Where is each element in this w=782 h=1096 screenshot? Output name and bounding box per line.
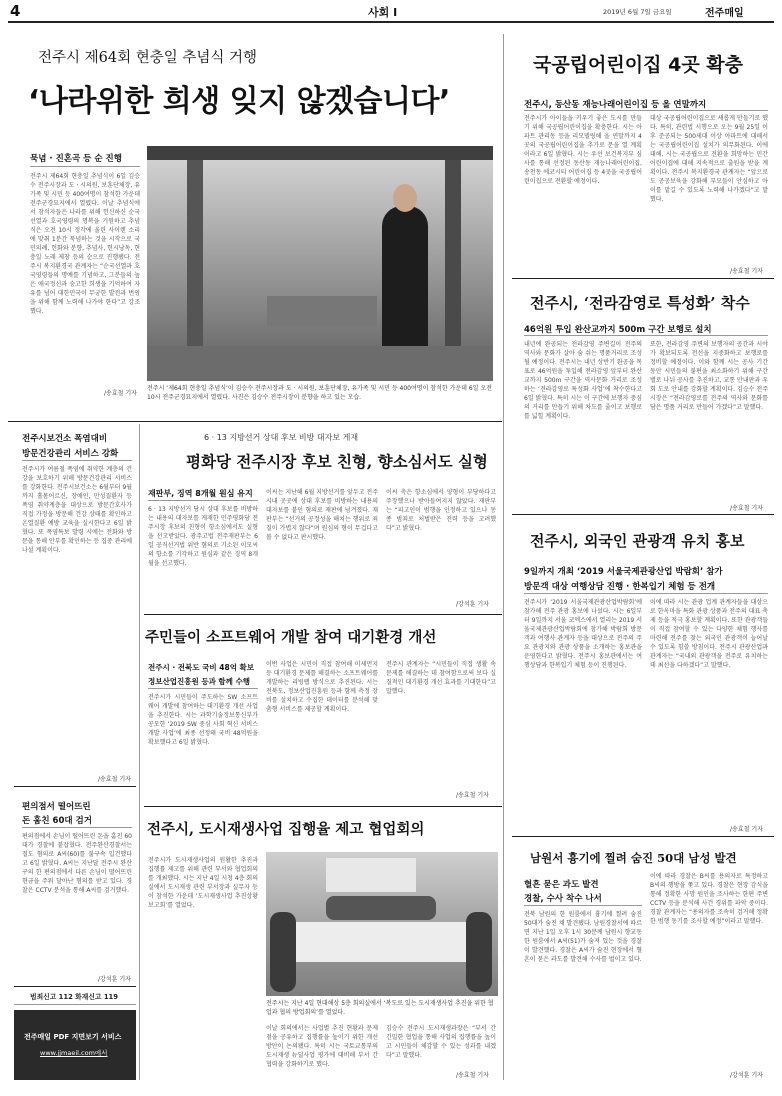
photo-roof: [147, 146, 493, 160]
tour-body-left: 전주시가 ‘2019 서울국제관광산업박람회’에 참가해 전주 관광 홍보에 나섰다. 시는 6일부터 9일까지 서울 코엑스에서 열리는 2019 서울국제관광산업박람회에 참가해 박람회 방문객과 여행사 관계자 등을 대상으로 전주의 주요 관광지와 관광 상품을 소개하는 홍보관을 운영한다고 밝혔다. 전주시 홍보관에서는 여행상담과 한복입기 체험 등이 진행된다.: [524, 599, 642, 669]
clinic-title: 전주시보건소 폭염대비: [22, 434, 108, 444]
memorial-ceremony-photo: [147, 146, 493, 381]
photo-person-head: [393, 184, 417, 212]
childcare-bottom-rule: [512, 278, 774, 279]
clinic-body: 전주시가 여름철 폭염에 취약한 계층의 건강을 보호하기 위해 방문건강관리 서비스를 강화한다. 전주시보건소는 6월부터 9월까지 홀몸어르신, 장애인, 만성질환자 등 폭염 취약계층을 대상으로 방문간호사가 직접 가정을 방문해 건강 상태를 확인하고 온열질환 예방 교육을 실시한다고 6일 밝혔다. 또 폭염특보 발령 시에는 전화와 방문을 통해 안부를 확인하는 등 집중 관리에 나설 계획이다.: [22, 466, 132, 554]
theft-subhead: 돈 훔친 60대 검거: [22, 816, 92, 826]
childcare-subhead: 전주시, 동산동 재능나래어린이집 등 올 연말까지: [524, 100, 707, 110]
lead-subhead-rule: [30, 166, 140, 167]
hotline-text: 범죄신고 112 화재신고 119: [30, 993, 119, 1001]
lead-headline: ‘나라위한 희생 잊지 않겠습니다’: [28, 84, 450, 119]
urban-body-2: 이날 회의에서는 사업별 추진 현황과 문제점을 공유하고 집행률을 높이기 위한 개선 방안이 논의됐다. 특히 시는 국토교통부의 도시재생 뉴딜사업 평가에 대비해 부서 간 협력을 강화하기로 했다.: [266, 1025, 378, 1068]
namwon-subhead-rule: [524, 905, 642, 906]
namwon-byline: /강석훈 기자: [730, 1072, 763, 1079]
childcare-body-left: 전주시가 아이들을 키우기 좋은 도시를 만들기 위해 국공립어린이집을 확충한다. 시는 아파트 관리동 등을 리모델링해 올 연말까지 4곳의 국공립어린이집을 추가로 문을 열 계획이라고 6일 밝혔다. 시는 우선 보건복지부 심사를 통해 선정된 동산동 재능나래어린이집, 송천동 에코시티 어린이집 등 4곳을 국공립어린이집으로 전환할 예정이다.: [524, 115, 642, 185]
photo-ground: [147, 346, 493, 381]
childcare-subhead-rule: [524, 110, 768, 111]
tour-headline: 전주시, 외국인 관광객 유치 홍보: [530, 532, 745, 550]
childcare-headline: 국공립어린이집 4곳 확충: [533, 54, 743, 76]
masthead-rule: [8, 21, 774, 23]
masthead: [0, 0, 782, 22]
urban-byline: /송효철 기자: [456, 1072, 489, 1079]
software-subhead-rule: [148, 688, 258, 689]
theft-title: 편의점서 떨어뜨린: [22, 802, 91, 812]
gamyeong-body-right: 또한, 전라감영 주변의 보행자의 공간과 시야가 확보되도록 전선을 지중화하고 보행로를 정비할 예정이다. 이와 함께 시는 공사 기간 동안 시민들의 불편을 최소화하기 위해 구간별로 나눠 공사를 추진하고, 교통 안내판과 우회 도로 안내를 강화할 계획이다. 김승수 전주시장은 “전라감영로를 전주의 역사와 문화를 담은 명품 거리로 만들어 가겠다”고 말했다.: [650, 341, 768, 411]
software-body-3: 전주시 관계자는 “시민들이 직접 생활 속 문제를 해결하는 데 참여함으로써 보다 실질적인 대기환경 개선 효과를 기대한다”고 말했다.: [386, 661, 496, 695]
gamyeong-bottom-rule: [512, 514, 774, 515]
lead-byline: /송효철 기자: [104, 390, 137, 397]
election-body-1: 6 · 13 지방선거 당시 상대 후보를 비방하는 내용의 대자보를 게재한 민주평화당 전주시장 후보의 친형이 항소심에서도 실형을 선고받았다. 광주고법 전주재판부는 6일 공직선거법 위반 혐의로 기소된 이모씨의 항소를 기각하고 원심과 같은 징역 8개월을 선고했다.: [148, 506, 258, 567]
theft-bottom-rule: [14, 986, 136, 987]
photo-screen: [326, 858, 416, 892]
clinic-subhead: 방문건강관리 서비스 강화: [22, 449, 119, 459]
tour-subhead-1: 9일까지 개최 ‘2019 서울국제관광산업 박람회’ 참가: [524, 567, 723, 577]
childcare-body-right: 대상 국공립어린이집으로 새롭게 만들기로 했다. 특히, 관련법 시행으로 오는 9월 25일 이후 준공되는 500세대 이상 아파트에 대해서는 국공립어린이집 설치가 의무화된다. 이에 대해, 시는 국공립으로 전환을 희망하는 민간어린이집에 대해 지속적으로 출원을 받을 계획이다. 전주시 복지환경국 관계자는 “앞으로도 공공보육을 강화해 부모들이 안심하고 아이를 맡길 수 있도록 노력해 나가겠다”고 말했다.: [650, 115, 768, 203]
photo-attendees-far: [326, 896, 436, 920]
software-body-2: 이번 사업은 시민이 직접 참여해 미세먼지 등 대기환경 문제를 해결하는 소프트웨어를 개발하는 리빙랩 방식으로 추진된다. 시는 전북도, 정보산업진흥원 등과 함께 측정 장비를 설치하고 수집한 데이터를 분석해 맞춤형 서비스를 제공할 계획이다.: [266, 661, 378, 713]
urban-body-3: 김승수 전주시 도시재생과장은 “부서 간 긴밀한 협업을 통해 사업의 집행률을 높이고 시민들이 체감할 수 있는 성과를 내겠다”고 말했다.: [386, 1025, 496, 1059]
theft-body: 편의점에서 손님이 떨어뜨린 돈을 훔친 60대가 경찰에 붙잡혔다. 전주완산경찰서는 절도 혐의로 A씨(60)를 불구속 입건했다고 6일 밝혔다. A씨는 지난달 전주시 완산구의 한 편의점에서 다른 손님이 떨어뜨린 현금을 주워 달아난 혐의를 받고 있다. 경찰은 CCTV 분석을 통해 A씨를 검거했다.: [22, 833, 132, 894]
election-subhead: 재판부, 징역 8개월 원심 유지: [148, 489, 253, 498]
software-subhead-1: 전주시 · 전북도 국비 48억 확보: [148, 663, 255, 672]
gamyeong-body-left: 내년에 완공되는 전라감영 주변길이 전주의 역사와 문화가 살아 숨 쉬는 명품거리로 조성될 예정이다. 전주시는 내년 상반기 완공을 목표로 46억원을 투입해 전라감영 앞부터 완산교까지 500m 구간을 역사문화 거리로 조성하는 ‘전라감영로 특성화 사업’에 착수한다고 6일 밝혔다. 특히 시는 이 구간에 보행자 중심의 거리를 만들기 위해 차도를 줄이고 보행로를 넓힐 계획이다.: [524, 341, 642, 420]
pdf-service-line1: 전주매일 PDF 지면보기 서비스: [24, 1033, 122, 1041]
issue-date: 2019년 6월 7일 금요일: [603, 8, 672, 16]
gamyeong-byline: /송효철 기자: [730, 505, 763, 512]
theft-byline: /강석훈 기자: [98, 976, 131, 983]
clinic-bottom-rule: [14, 786, 136, 787]
lead-photo-caption: 전주시 ‘제64회 현충일 추념식’이 김승수 전주시장과 도 · 시의원, 보훈단체장, 유가족 및 시민 등 400여명이 참석한 가운데 6일 오전 10시 전주군경묘지에서 열렸다. 사진은 김승수 전주시장이 분향을 하고 있는 모습.: [147, 385, 492, 401]
gamyeong-subhead: 46억원 투입 완산교까지 500m 구간 보행로 설치: [524, 325, 712, 335]
photo-attendees-right: [466, 912, 492, 992]
namwon-body-left: 전북 남원의 한 원룸에서 흉기에 찔려 숨진 50대가 숨진 채 발견됐다. 남원경찰서에 따르면 지난 1일 오후 1시 30분께 남원시 향교동 한 원룸에서 A씨(51)가 숨져 있는 것을 경찰이 발견했다. 경찰은 A씨가 숨진 현장에서 혈흔이 묻은 과도를 발견해 수사를 벌이고 있다.: [524, 911, 642, 963]
meeting-photo-caption: 전주시는 지난 4일 현대해상 5층 회의실에서 ‘복도로 있는 도시재생사업 추진을 위한 협업과 협의 방업회의’를 열었다.: [266, 1000, 494, 1016]
namwon-headline: 남원서 흉기에 찔려 숨진 50대 남성 발견: [530, 851, 737, 865]
tour-subhead-rule: [524, 593, 768, 594]
clinic-byline: /송효철 기자: [98, 776, 131, 783]
software-subhead-2: 정보산업진흥원 등과 함께 수행: [148, 677, 251, 686]
clinic-subhead-rule: [22, 460, 132, 461]
lead-body: 전주시 제64회 현충일 추념식이 6일 김승수 전주시장과 도 · 시의원, 보훈단체장, 유가족 및 시민 등 400여명이 참석한 가운데 전주군경묘지에서 열렸다. 이날 추념식에서 참석자들은 나라를 위해 헌신하신 순국선열과 호국영령의 명복을 기원하고 추념식은 오전 10시 정각에 울린 사이렌 소리에 맞춰 1분간 묵념하는 것을 시작으로 국민의례, 헌화와 분향, 추념사, 헌시낭독, 현충일 노래 제창 등의 순으로 진행됐다. 전주시 복지환경국 관계자는 “순국선열과 호국영령들의 명예를 기념하고, 그분들의 높은 애국정신과 숭고한 희생을 기억하여 자유를 넘어 대한민국이 무궁한 발전과 번영을 위해 함께 노력해 나가야 한다”고 강조했다.: [30, 173, 140, 315]
gamyeong-subhead-rule: [524, 335, 768, 336]
lead-kicker: 전주시 제64회 현충일 추념식 거행: [38, 50, 257, 66]
column-divider-left: [139, 424, 140, 1080]
software-byline: /송효철 기자: [456, 792, 489, 799]
section-name: 사회 I: [368, 6, 398, 19]
software-headline: 주민들이 소프트웨어 개발 참여 대기환경 개선: [145, 629, 437, 646]
election-byline: /강석훈 기자: [456, 601, 489, 608]
namwon-subhead-2: 경찰, 수사 착수 나서: [524, 894, 602, 904]
tour-byline: /송효철 기자: [730, 826, 763, 833]
tour-bottom-rule: [512, 836, 774, 837]
pdf-service-ad: [14, 1010, 136, 1080]
photo-altar: [267, 296, 377, 326]
photo-attendees-left: [270, 912, 296, 992]
pdf-service-line2: www.jjmaeil.com에서: [40, 1049, 108, 1057]
tour-subhead-2: 방문객 대상 여행상담 진행 · 한복입기 체험 등 전개: [524, 582, 716, 592]
election-body-3: 이씨 측은 항소심에서 양형이 부당하다고 주장했으나 받아들여지지 않았다. 재판부는 “피고인이 범행을 인정하고 있으나 동종 범죄로 처벌받은 전력 등을 고려했다”고 밝혔다.: [386, 489, 496, 532]
software-bottom-rule: [144, 806, 502, 807]
namwon-subhead-1: 혈흔 묻은 과도 발견: [524, 880, 599, 890]
urban-headline: 전주시, 도시재생사업 집행율 제고 협업회의: [147, 821, 425, 838]
software-body-1: 전주시가 시민들이 주도하는 SW 소프트웨어 개발에 참여하는 대기환경 개선 사업을 추진한다. 시는 과학기술정보통신부가 공모한 ‘2019 SW 중심 사회 혁신 서비스 개발 사업’에 최종 선정돼 국비 48억원을 확보했다고 6일 밝혔다.: [148, 694, 258, 746]
election-kicker: 6 · 13 지방선거 상대 후보 비방 대자보 게재: [204, 433, 359, 442]
lead-subhead: 묵념 · 진혼곡 등 순 진행: [30, 154, 122, 164]
column-divider-main: [503, 34, 504, 1080]
paper-name: 전주매일: [705, 8, 744, 19]
meeting-photo: [266, 852, 498, 996]
lead-bottom-rule: [8, 421, 502, 422]
namwon-body-right: 이에 따라 경찰은 B씨를 용의자로 특정하고 B씨의 행방을 쫓고 있다. 경찰은 현장 감식을 통해 정확한 사망 원인을 조사하는 한편 주변 CCTV 등을 분석해 사건 경위를 파악 중이다. 경찰 관계자는 “용의자를 조속히 검거해 정확한 범행 동기를 조사할 예정”이라고 말했다.: [650, 873, 768, 925]
theft-subhead-rule: [22, 827, 132, 828]
tour-body-right: 이에 따라 시는 관광 업계 관계자들을 대상으로 한옥마을 특화 관광 상품과 전주의 대표 축제 등을 적극 홍보할 계획이다. 또한 관광객들이 직접 참여할 수 있는 다양한 체험 행사를 마련해 전주를 찾는 외국인 관광객이 늘어날 수 있도록 힘쓸 방침이다. 전주시 관광산업과 관계자는 “국내외 관광객을 전주로 유치하는 데 최선을 다하겠다”고 말했다.: [650, 599, 768, 669]
hotline-box: [14, 989, 136, 1005]
urban-body-1: 전주시가 도시재생사업의 원활한 추진과 집행률 제고를 위해 관련 부서와 협업회의를 개최했다. 시는 지난 4일 시청 4층 회의실에서 도시재생 관련 부서장과 실무자 등이 참석한 가운데 ‘도시재생사업 추진상황 보고회’를 열었다.: [148, 857, 258, 909]
election-subhead-rule: [148, 500, 258, 501]
election-bottom-rule: [144, 614, 502, 615]
page-number: 4: [10, 2, 21, 20]
election-body-2: 이씨는 지난해 6월 지방선거를 앞두고 전주시내 곳곳에 상대 후보를 비방하는 내용의 대자보를 붙인 혐의로 재판에 넘겨졌다. 재판부는 “선거의 공정성을 해치는 행위로 죄질이 가볍지 않다”며 원심의 형이 무겁다고 볼 수 없다고 판시했다.: [266, 489, 378, 541]
gamyeong-headline: 전주시, ‘전라감영로 특성화’ 착수: [530, 294, 750, 312]
photo-table: [286, 922, 478, 962]
election-headline: 평화당 전주시장 후보 친형, 향소심서도 실형: [186, 452, 488, 471]
childcare-byline: /송효철 기자: [730, 268, 763, 275]
